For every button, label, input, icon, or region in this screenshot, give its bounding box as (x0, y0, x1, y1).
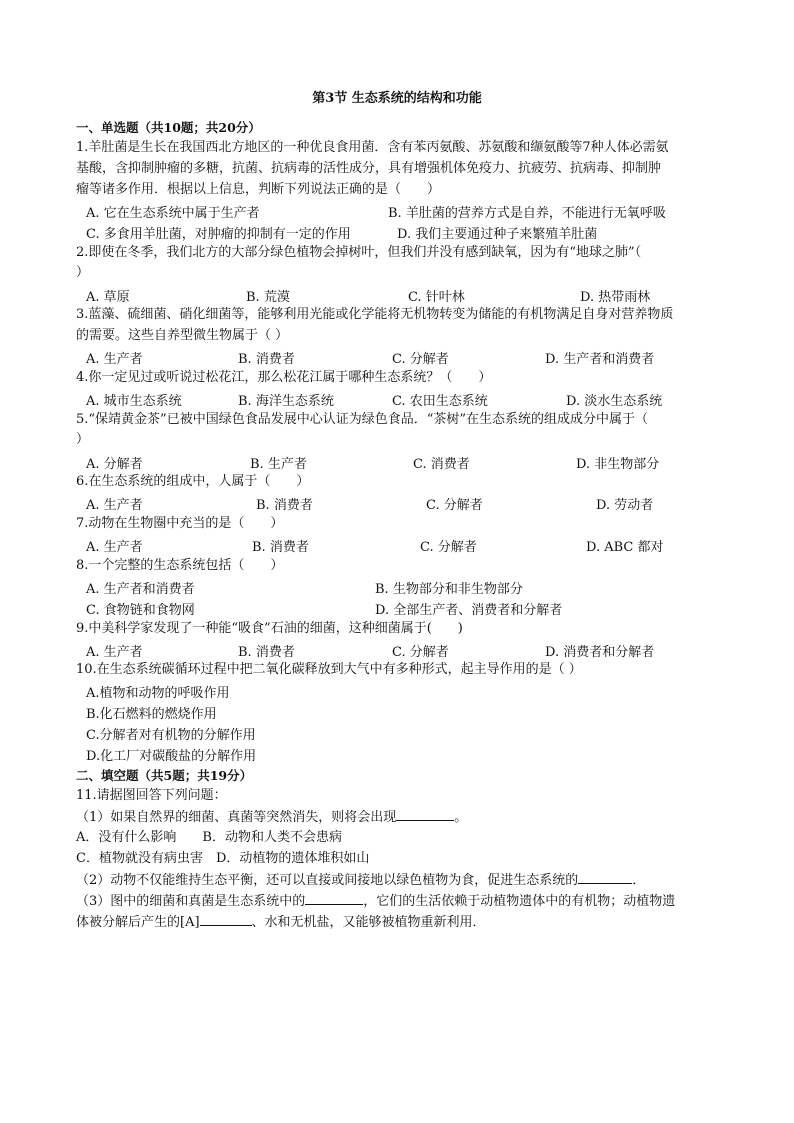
question-10-option-d[interactable]: D.化工厂对碳酸盐的分解作用 (86, 749, 257, 764)
question-10-option-c[interactable]: C.分解者对有机物的分解作用 (86, 728, 256, 743)
question-9-text: 9.中美科学家发现了一种能“吸食”石油的细菌，这种细菌属于( ) (76, 621, 463, 636)
question-5-option-c[interactable]: C. 消费者 (413, 457, 470, 472)
question-5-option-d[interactable]: D. 非生物部分 (576, 457, 660, 472)
question-11-text: 11.请据图回答下列问题： (76, 788, 227, 803)
question-11-part-2-end: ． (632, 873, 646, 888)
question-1-option-c[interactable]: C. 多食用羊肚菌，对肿瘤的抑制有一定的作用 (86, 227, 351, 242)
answer-blank[interactable] (396, 808, 454, 821)
question-5-option-b[interactable]: B. 生产者 (250, 457, 307, 472)
question-3-option-a[interactable]: A. 生产者 (86, 352, 143, 367)
question-11-options-line: C．植物就没有病虫害 D．动植物的遗体堆积如山 (76, 851, 370, 866)
question-1-text: 基酸，含抑制肿瘤的多糖，抗菌、抗病毒的活性成分，具有增强机体免疫力、抗疲劳、抗病毒、抑制肿 (76, 161, 662, 176)
question-6-option-d[interactable]: D. 劳动者 (596, 498, 654, 513)
question-7-text: 7.动物在生物圈中充当的是（ ） (76, 516, 284, 531)
question-4-option-d[interactable]: D. 淡水生态系统 (566, 394, 663, 409)
question-2-option-a[interactable]: A. 草原 (86, 290, 130, 305)
question-1-option-a[interactable]: A. 它在生态系统中属于生产者 (86, 206, 260, 221)
question-7-option-b[interactable]: B. 消费者 (252, 540, 309, 555)
section-heading-fill-blank: 二、填空题（共5题；共19分） (76, 768, 253, 783)
question-10-text: 10.在生态系统碳循环过程中把二氧化碳释放到大气中有多种形式，起主导作用的是（ ） (76, 662, 582, 677)
question-9-option-c[interactable]: C. 分解者 (392, 645, 449, 660)
question-6-option-b[interactable]: B. 消费者 (256, 498, 313, 513)
question-11-part-2 (76, 871, 726, 890)
question-2-option-d[interactable]: D. 热带雨林 (580, 290, 651, 305)
question-1-option-d[interactable]: D. 我们主要通过种子来繁殖羊肚菌 (397, 227, 598, 242)
question-3-text: 的需要。这些自养型微生物属于（ ） (76, 328, 289, 343)
question-9-option-b[interactable]: B. 消费者 (238, 645, 295, 660)
question-11-part-3-mid: ，它们的生活依赖于动植物遗体中的有机物；动植物遗 (363, 894, 676, 909)
question-6-option-a[interactable]: A. 生产者 (86, 498, 143, 513)
question-4-text: 4.你一定见过或听说过松花江，那么松花江属于哪种生态系统？（ ） (76, 370, 492, 385)
question-2-text: ） (76, 265, 90, 280)
question-9-option-a[interactable]: A. 生产者 (86, 645, 143, 660)
question-8-option-c[interactable]: C. 食物链和食物网 (86, 603, 195, 618)
question-4-option-a[interactable]: A. 城市生态系统 (86, 394, 182, 409)
question-3-option-d[interactable]: D. 生产者和消费者 (545, 352, 655, 367)
question-11-part-1-text: （1）如果自然界的细菌、真菌等突然消失，则将会出现 (76, 810, 397, 825)
question-1-option-b[interactable]: B. 羊肚菌的营养方式是自养，不能进行无氧呼吸 (388, 206, 666, 221)
question-1-text: 1.羊肚菌是生长在我国西北方地区的一种优良食用菌．含有苯丙氨酸、苏氨酸和缬氨酸等7种人体必需氨 (76, 140, 669, 155)
question-10-option-a[interactable]: A.植物和动物的呼吸作用 (86, 686, 230, 701)
question-8-option-b[interactable]: B. 生物部分和非生物部分 (375, 582, 523, 597)
question-11-part-3 (76, 892, 726, 911)
question-3-text: 3.蓝藻、硫细菌、硝化细菌等，能够利用光能或化学能将无机物转变为储能的有机物满足自身对营养物质 (76, 307, 674, 322)
question-2-text: 2.即使在冬季，我们北方的大部分绿色植物会掉树叶，但我们并没有感到缺氧，因为有“地球之肺”（ (76, 245, 642, 260)
question-5-option-a[interactable]: A. 分解者 (86, 457, 143, 472)
section-heading-single-choice: 一、单选题（共10题；共20分） (76, 120, 261, 135)
question-11-part-3b-text: 体被分解后产生的[A] (76, 915, 200, 930)
question-8-text: 8.一个完整的生态系统包括（ ） (76, 558, 284, 573)
question-5-text: 5.“保靖黄金茶”已被中国绿色食品发展中心认证为绿色食品．“茶树”在生态系统的组成成分中属于（ (76, 412, 648, 427)
question-5-text: ） (76, 432, 90, 447)
question-11-part-3-cont (76, 913, 726, 932)
question-2-option-b[interactable]: B. 荒漠 (246, 290, 290, 305)
question-11-options-line: A．没有什么影响 B．动物和人类不会患病 (76, 830, 342, 845)
question-7-option-c[interactable]: C. 分解者 (420, 540, 477, 555)
page-title: 第3节 生态系统的结构和功能 (312, 91, 482, 106)
question-7-option-d[interactable]: D. ABC 都对 (586, 540, 664, 555)
question-6-text: 6.在生态系统的组成中，人属于（ ） (76, 474, 310, 489)
question-3-option-b[interactable]: B. 消费者 (238, 352, 295, 367)
question-1-text: 瘤等诸多作用．根据以上信息，判断下列说法正确的是（ ） (76, 182, 441, 197)
question-3-option-c[interactable]: C. 分解者 (392, 352, 449, 367)
question-11-part-1-end: 。 (454, 810, 468, 825)
question-11-part-3b-end: 、水和无机盐，又能够被植物重新利用． (251, 915, 486, 930)
question-11-part-2-text: （2）动物不仅能维持生态平衡，还可以直接或间接地以绿色植物为食，促进生态系统的 (76, 873, 579, 888)
question-8-option-a[interactable]: A. 生产者和消费者 (86, 582, 195, 597)
question-9-option-d[interactable]: D. 消费者和分解者 (545, 645, 655, 660)
question-11-part-1 (76, 808, 726, 827)
question-11-part-3-text: （3）图中的细菌和真菌是生态系统中的 (76, 894, 306, 909)
question-6-option-c[interactable]: C. 分解者 (426, 498, 483, 513)
question-7-option-a[interactable]: A. 生产者 (86, 540, 143, 555)
question-2-option-c[interactable]: C. 针叶林 (408, 290, 465, 305)
question-4-option-c[interactable]: C. 农田生态系统 (392, 394, 488, 409)
question-10-option-b[interactable]: B.化石燃料的燃烧作用 (86, 707, 217, 722)
question-4-option-b[interactable]: B. 海洋生态系统 (238, 394, 334, 409)
answer-blank[interactable] (578, 871, 632, 884)
question-8-option-d[interactable]: D. 全部生产者、消费者和分解者 (375, 603, 563, 618)
answer-blank[interactable] (305, 892, 363, 905)
answer-blank[interactable] (200, 913, 252, 926)
